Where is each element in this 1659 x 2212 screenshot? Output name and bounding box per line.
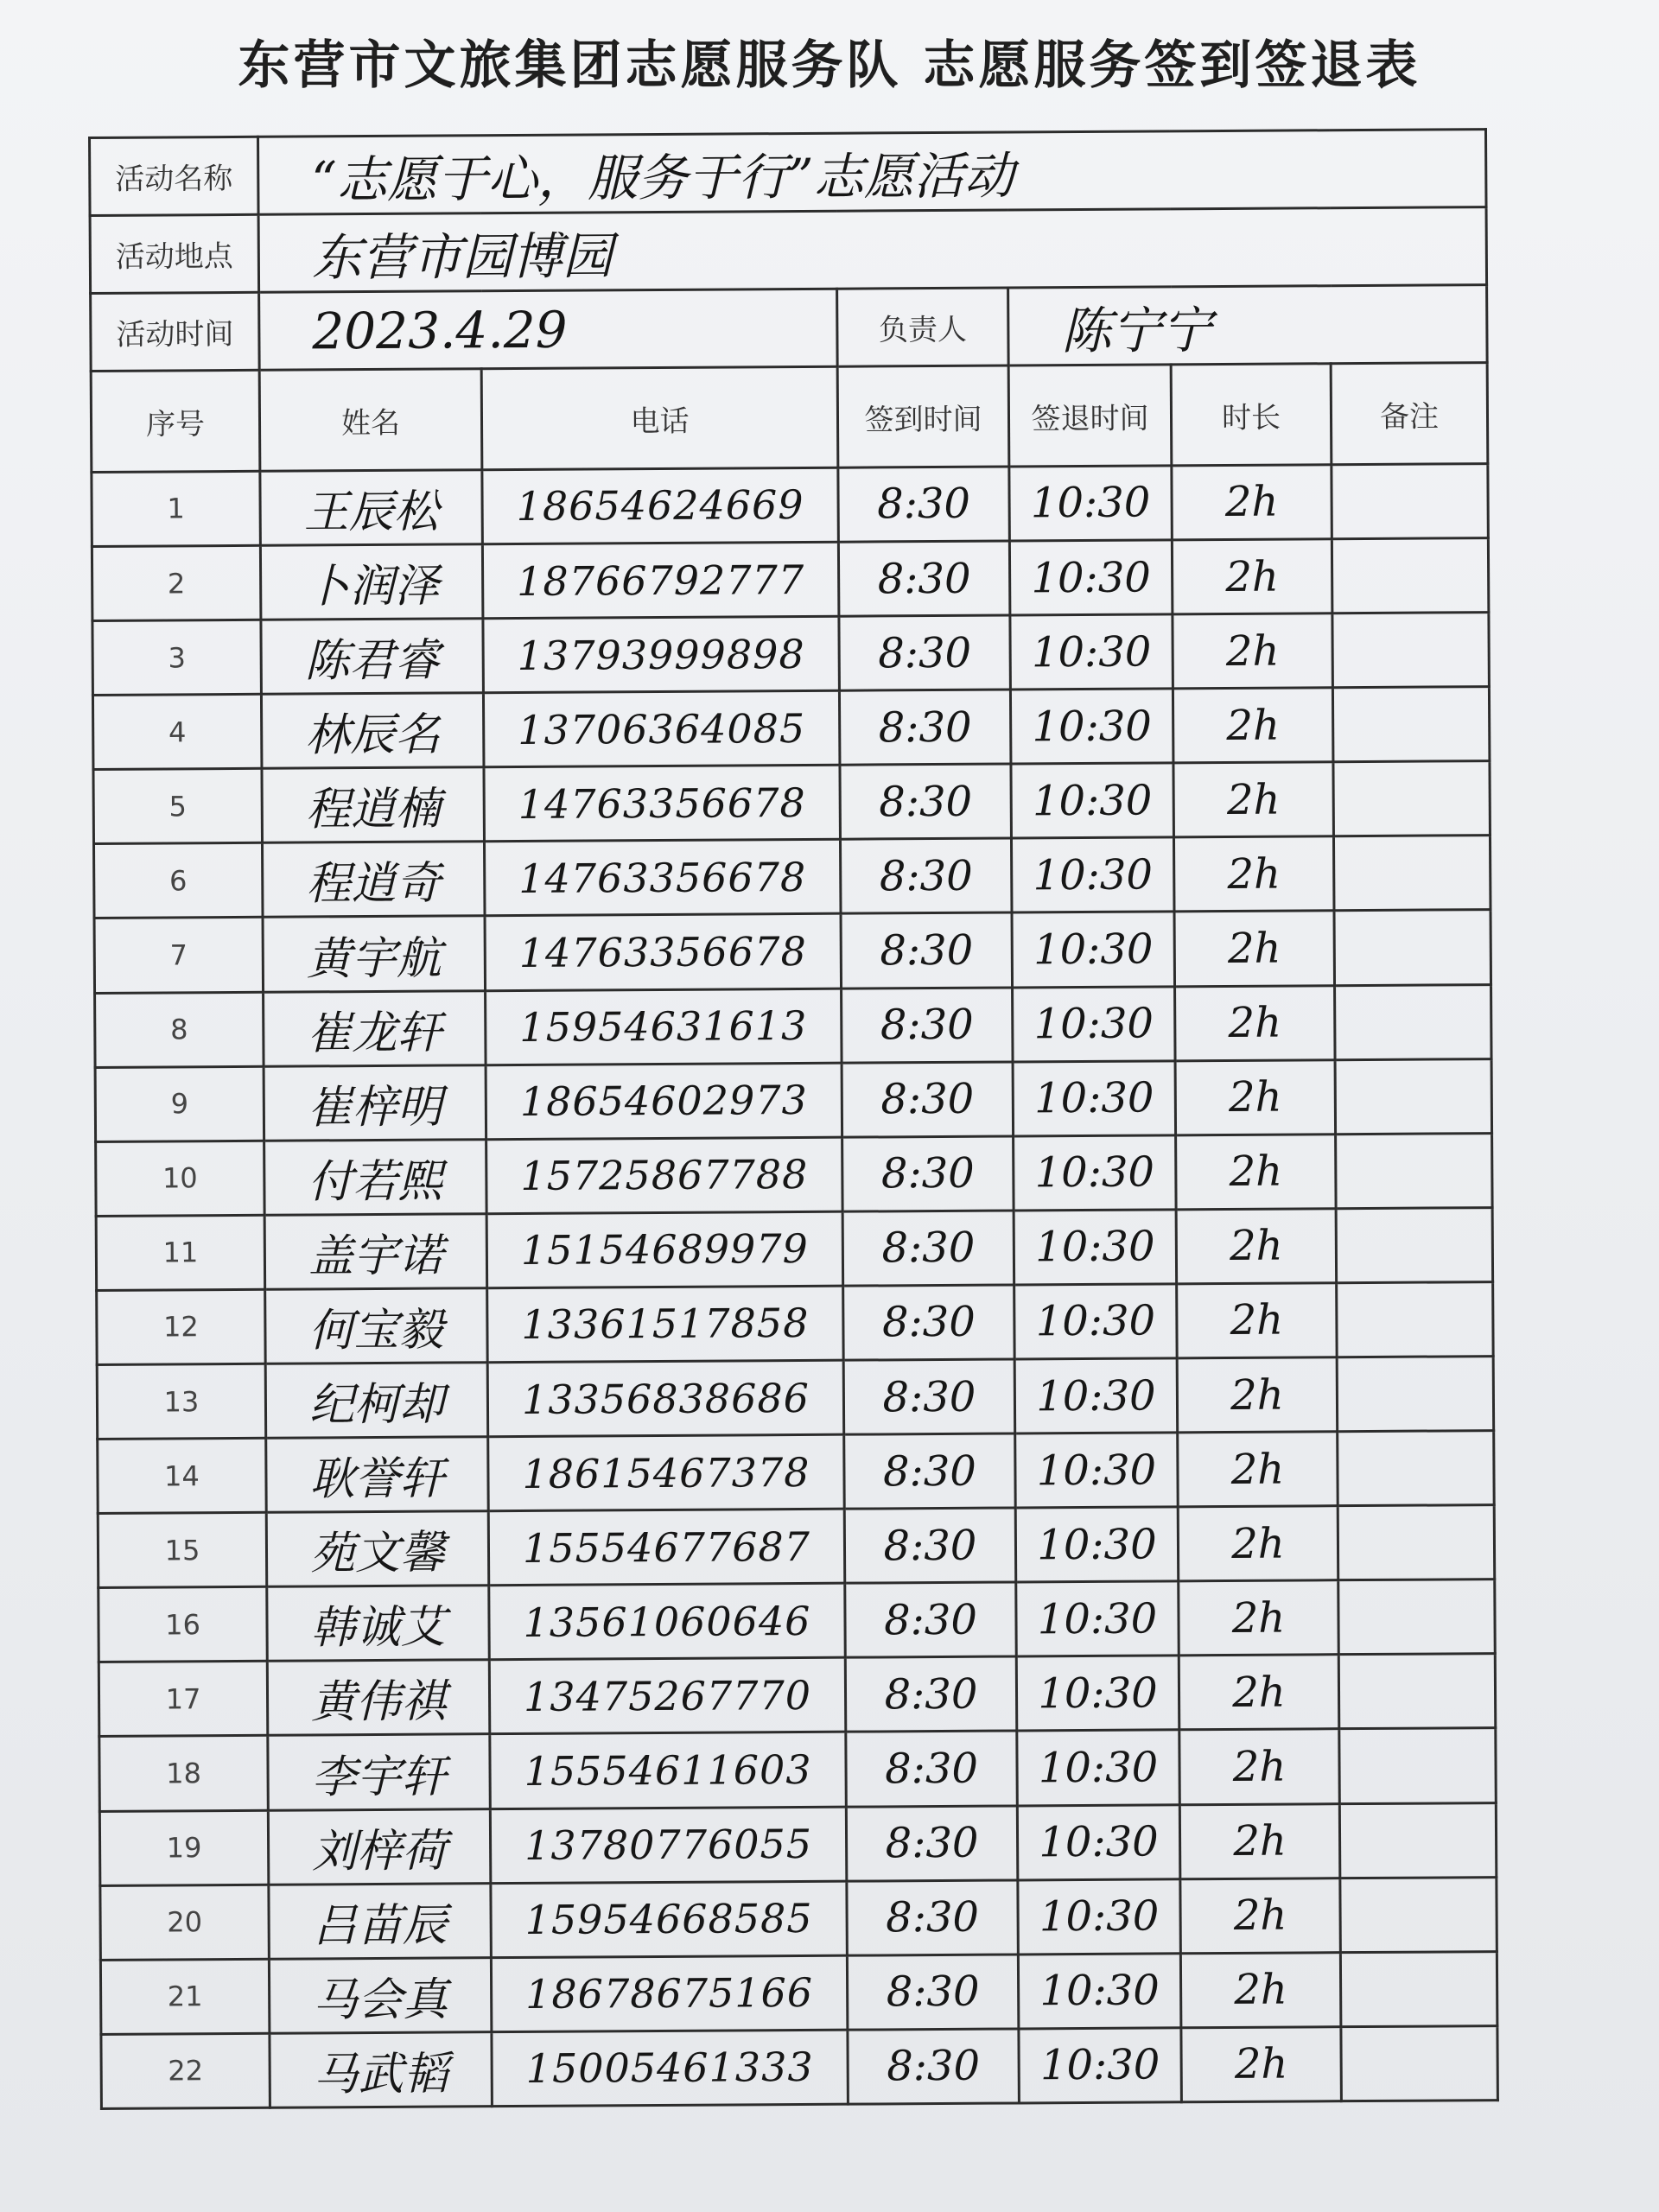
page-title: 东营市文旅集团志愿服务队 志愿服务签到签退表 bbox=[238, 35, 1421, 96]
volunteer-name: 马武韬 bbox=[270, 2032, 493, 2108]
remark-cell bbox=[1338, 1654, 1496, 1729]
duration: 2h bbox=[1179, 1580, 1339, 1656]
sign-in-time: 8:30 bbox=[841, 912, 1013, 988]
phone-number: 18654624669 bbox=[482, 467, 839, 544]
row-number: 11 bbox=[96, 1215, 265, 1290]
duration: 2h bbox=[1174, 911, 1335, 986]
time-label: 活动时间 bbox=[91, 293, 260, 372]
volunteer-name: 耿誉轩 bbox=[266, 1437, 489, 1513]
sign-out-time: 10:30 bbox=[1015, 1507, 1179, 1582]
volunteer-name: 纪柯却 bbox=[265, 1363, 488, 1439]
remark-cell bbox=[1335, 984, 1492, 1059]
volunteer-name: 吕苗辰 bbox=[269, 1883, 492, 1959]
sign-in-time: 8:30 bbox=[840, 764, 1012, 839]
row-number: 14 bbox=[98, 1438, 267, 1513]
duration: 2h bbox=[1177, 1283, 1338, 1358]
table-row bbox=[97, 1282, 1494, 1365]
row-number: 13 bbox=[97, 1363, 266, 1439]
remark-cell bbox=[1336, 1207, 1493, 1282]
remark-cell bbox=[1335, 1058, 1492, 1134]
duration: 2h bbox=[1173, 688, 1333, 763]
duration: 2h bbox=[1175, 985, 1336, 1060]
remark-cell bbox=[1336, 1133, 1493, 1208]
table-row bbox=[99, 1802, 1497, 1885]
header-no: 序号 bbox=[91, 371, 260, 473]
duration: 2h bbox=[1180, 1878, 1341, 1953]
row-number: 2 bbox=[92, 545, 261, 620]
sign-out-time: 10:30 bbox=[1014, 1135, 1177, 1211]
remark-cell bbox=[1334, 910, 1491, 985]
volunteer-name: 黄宇航 bbox=[263, 916, 486, 992]
volunteer-name: 韩诚艾 bbox=[267, 1586, 490, 1662]
row-number: 5 bbox=[93, 769, 263, 844]
sign-in-time: 8:30 bbox=[843, 1285, 1015, 1360]
table-row bbox=[100, 1877, 1497, 1960]
phone-number: 13361517858 bbox=[487, 1286, 844, 1363]
sign-out-time: 10:30 bbox=[1016, 1656, 1179, 1731]
row-number: 22 bbox=[101, 2033, 270, 2108]
row-number: 20 bbox=[100, 1885, 270, 1960]
sign-out-time: 10:30 bbox=[1010, 614, 1173, 690]
sign-in-time: 8:30 bbox=[844, 1508, 1016, 1583]
row-number: 16 bbox=[99, 1587, 268, 1662]
person-label: 负责人 bbox=[837, 288, 1009, 366]
time-value: 2023.4.29 bbox=[259, 289, 838, 370]
remark-cell bbox=[1338, 1431, 1495, 1506]
sign-out-time: 10:30 bbox=[1010, 689, 1173, 764]
remark-cell bbox=[1337, 1282, 1494, 1357]
column-header-row bbox=[91, 363, 1488, 472]
phone-number: 13475267770 bbox=[489, 1658, 846, 1735]
sign-out-time: 10:30 bbox=[1018, 1878, 1181, 1954]
volunteer-name: 程逍楠 bbox=[262, 767, 485, 843]
sign-in-time: 8:30 bbox=[845, 1582, 1017, 1657]
person-value: 陈宁宁 bbox=[1008, 285, 1488, 366]
sign-in-time: 8:30 bbox=[838, 541, 1010, 616]
duration: 2h bbox=[1178, 1506, 1338, 1581]
activity-name-row bbox=[90, 130, 1487, 216]
activity-name-value: “志愿于心，服务于行”志愿活动 bbox=[258, 130, 1487, 215]
remark-cell bbox=[1338, 1580, 1496, 1655]
sign-in-time: 8:30 bbox=[839, 690, 1011, 765]
sign-out-time: 10:30 bbox=[1017, 1804, 1180, 1879]
row-number: 12 bbox=[97, 1289, 266, 1364]
row-number: 21 bbox=[100, 1959, 270, 2034]
remark-cell bbox=[1340, 1877, 1497, 1952]
remark-cell bbox=[1340, 1951, 1497, 2026]
duration: 2h bbox=[1177, 1357, 1338, 1433]
duration: 2h bbox=[1179, 1729, 1340, 1804]
sign-out-time: 10:30 bbox=[1019, 2028, 1182, 2103]
row-number: 1 bbox=[92, 471, 261, 546]
sign-out-time: 10:30 bbox=[1015, 1433, 1179, 1508]
phone-number: 15005461333 bbox=[492, 2030, 849, 2107]
phone-number: 13793999898 bbox=[483, 616, 840, 693]
phone-number: 15954631613 bbox=[486, 988, 842, 1065]
phone-number: 14763356678 bbox=[484, 840, 841, 917]
volunteer-name: 陈君睿 bbox=[261, 619, 484, 695]
duration: 2h bbox=[1173, 762, 1334, 837]
sign-in-time: 8:30 bbox=[842, 1211, 1014, 1286]
location-label: 活动地点 bbox=[90, 214, 259, 293]
sign-out-time: 10:30 bbox=[1018, 1954, 1181, 2029]
duration: 2h bbox=[1173, 613, 1333, 689]
sign-in-time: 8:30 bbox=[844, 1433, 1016, 1509]
sign-out-time: 10:30 bbox=[1013, 1060, 1176, 1135]
row-number: 7 bbox=[94, 918, 264, 993]
phone-number: 15554611603 bbox=[490, 1732, 847, 1809]
row-number: 19 bbox=[99, 1810, 269, 1885]
remark-cell bbox=[1333, 836, 1491, 911]
duration: 2h bbox=[1179, 1803, 1340, 1878]
phone-number: 13561060646 bbox=[489, 1583, 846, 1660]
time-row bbox=[91, 285, 1488, 372]
sign-in-time: 8:30 bbox=[842, 988, 1014, 1063]
row-number: 3 bbox=[92, 620, 262, 695]
sign-in-time: 8:30 bbox=[846, 1806, 1018, 1881]
row-number: 4 bbox=[92, 694, 262, 769]
sign-in-time: 8:30 bbox=[842, 1136, 1014, 1211]
row-number: 10 bbox=[96, 1141, 265, 1216]
volunteer-name: 李宇轩 bbox=[268, 1734, 491, 1810]
phone-number: 18766792777 bbox=[482, 542, 839, 619]
table-row bbox=[96, 1133, 1493, 1216]
phone-number: 15725867788 bbox=[486, 1137, 843, 1214]
table-row bbox=[92, 464, 1489, 547]
volunteer-name: 程逍奇 bbox=[262, 842, 485, 918]
sign-out-time: 10:30 bbox=[1009, 466, 1173, 541]
volunteer-name: 刘梓荷 bbox=[268, 1808, 491, 1885]
table-row bbox=[99, 1654, 1496, 1737]
sign-out-time: 10:30 bbox=[1012, 912, 1175, 987]
remark-cell bbox=[1338, 1505, 1495, 1580]
sign-out-time: 10:30 bbox=[1011, 837, 1174, 912]
sign-in-time: 8:30 bbox=[845, 1656, 1017, 1732]
remark-cell bbox=[1339, 1728, 1497, 1803]
remark-cell bbox=[1332, 613, 1490, 688]
remark-cell bbox=[1337, 1357, 1494, 1432]
volunteer-name: 付若熙 bbox=[264, 1139, 487, 1215]
duration: 2h bbox=[1178, 1432, 1338, 1507]
table-row bbox=[94, 836, 1491, 918]
duration: 2h bbox=[1173, 836, 1334, 912]
sign-out-time: 10:30 bbox=[1016, 1581, 1179, 1656]
volunteer-name: 马会真 bbox=[269, 1957, 492, 2033]
table-row bbox=[100, 1951, 1497, 2034]
row-number: 17 bbox=[99, 1662, 268, 1737]
duration: 2h bbox=[1181, 2027, 1342, 2102]
phone-number: 14763356678 bbox=[484, 765, 841, 842]
volunteer-name: 王辰松 bbox=[260, 470, 483, 546]
row-number: 15 bbox=[98, 1512, 267, 1587]
header-phone: 电话 bbox=[481, 367, 838, 470]
sign-out-time: 10:30 bbox=[1014, 1210, 1177, 1285]
duration: 2h bbox=[1176, 1209, 1337, 1284]
duration: 2h bbox=[1175, 1059, 1336, 1135]
volunteer-name: 林辰名 bbox=[261, 693, 484, 769]
table-row bbox=[95, 1058, 1492, 1141]
volunteer-name: 卜润泽 bbox=[260, 544, 483, 620]
remark-cell bbox=[1332, 464, 1489, 539]
sign-out-time: 10:30 bbox=[1013, 986, 1176, 1061]
sign-in-time: 8:30 bbox=[839, 615, 1011, 690]
phone-number: 13780776055 bbox=[490, 1807, 847, 1884]
table-row bbox=[101, 2025, 1498, 2108]
volunteer-name: 黄伟祺 bbox=[267, 1660, 490, 1736]
duration: 2h bbox=[1180, 1952, 1341, 2027]
header-remark: 备注 bbox=[1331, 363, 1488, 465]
header-name: 姓名 bbox=[259, 369, 482, 471]
sign-out-time: 10:30 bbox=[1014, 1284, 1178, 1359]
phone-number: 15154689979 bbox=[486, 1211, 843, 1288]
sign-out-time: 10:30 bbox=[1009, 540, 1173, 615]
sign-out-time: 10:30 bbox=[1017, 1730, 1180, 1805]
activity-name-label: 活动名称 bbox=[90, 137, 259, 215]
table-row bbox=[99, 1728, 1497, 1811]
table-row bbox=[96, 1207, 1493, 1290]
sign-in-time: 8:30 bbox=[843, 1359, 1015, 1434]
remark-cell bbox=[1332, 687, 1490, 762]
table-row bbox=[97, 1357, 1494, 1440]
sign-in-time: 8:30 bbox=[840, 838, 1012, 913]
table-row bbox=[98, 1505, 1495, 1588]
location-row bbox=[90, 207, 1487, 294]
phone-number: 13706364085 bbox=[483, 690, 840, 767]
duration: 2h bbox=[1176, 1134, 1337, 1209]
row-number: 18 bbox=[99, 1736, 269, 1811]
sign-in-time: 8:30 bbox=[848, 2029, 1020, 2104]
sign-in-time: 8:30 bbox=[847, 1955, 1019, 2030]
sign-in-time: 8:30 bbox=[842, 1062, 1014, 1137]
duration: 2h bbox=[1172, 539, 1332, 614]
table-row bbox=[92, 613, 1490, 696]
volunteer-name: 崔梓明 bbox=[264, 1065, 486, 1141]
phone-number: 18678675166 bbox=[491, 1955, 848, 2032]
header-duration: 时长 bbox=[1171, 364, 1332, 466]
volunteer-name: 崔龙轩 bbox=[264, 990, 486, 1066]
sign-out-time: 10:30 bbox=[1011, 763, 1174, 838]
sign-in-time: 8:30 bbox=[838, 467, 1010, 542]
duration: 2h bbox=[1172, 465, 1332, 540]
table-row bbox=[95, 984, 1492, 1067]
phone-number: 18654602973 bbox=[486, 1063, 842, 1140]
sign-in-time: 8:30 bbox=[847, 1880, 1019, 1955]
phone-number: 15954668585 bbox=[491, 1881, 848, 1958]
remark-cell bbox=[1341, 2025, 1498, 2101]
table-row bbox=[92, 538, 1489, 621]
location-value: 东营市园博园 bbox=[258, 207, 1487, 293]
phone-number: 13356838686 bbox=[487, 1360, 844, 1437]
row-number: 9 bbox=[95, 1066, 264, 1141]
table-row bbox=[99, 1580, 1496, 1662]
phone-number: 18615467378 bbox=[488, 1434, 845, 1511]
remark-cell bbox=[1332, 538, 1489, 613]
remark-cell bbox=[1333, 761, 1491, 836]
header-sign-out: 签退时间 bbox=[1008, 365, 1172, 467]
volunteer-name: 苑文馨 bbox=[266, 1511, 489, 1587]
volunteer-name: 何宝毅 bbox=[265, 1288, 488, 1364]
row-number: 6 bbox=[94, 843, 264, 918]
table-row bbox=[93, 761, 1491, 844]
remark-cell bbox=[1339, 1802, 1497, 1878]
sign-out-time: 10:30 bbox=[1014, 1358, 1178, 1433]
sign-in-time: 8:30 bbox=[846, 1731, 1018, 1806]
table-row bbox=[98, 1431, 1495, 1514]
phone-number: 14763356678 bbox=[485, 914, 842, 991]
volunteer-name: 盖宇诺 bbox=[264, 1214, 487, 1290]
sign-in-table bbox=[88, 128, 1499, 2110]
table-row bbox=[92, 687, 1490, 770]
row-number: 8 bbox=[95, 992, 264, 1067]
header-sign-in: 签到时间 bbox=[837, 365, 1009, 467]
phone-number: 15554677687 bbox=[488, 1509, 845, 1586]
table-row bbox=[94, 910, 1491, 993]
duration: 2h bbox=[1179, 1655, 1339, 1730]
